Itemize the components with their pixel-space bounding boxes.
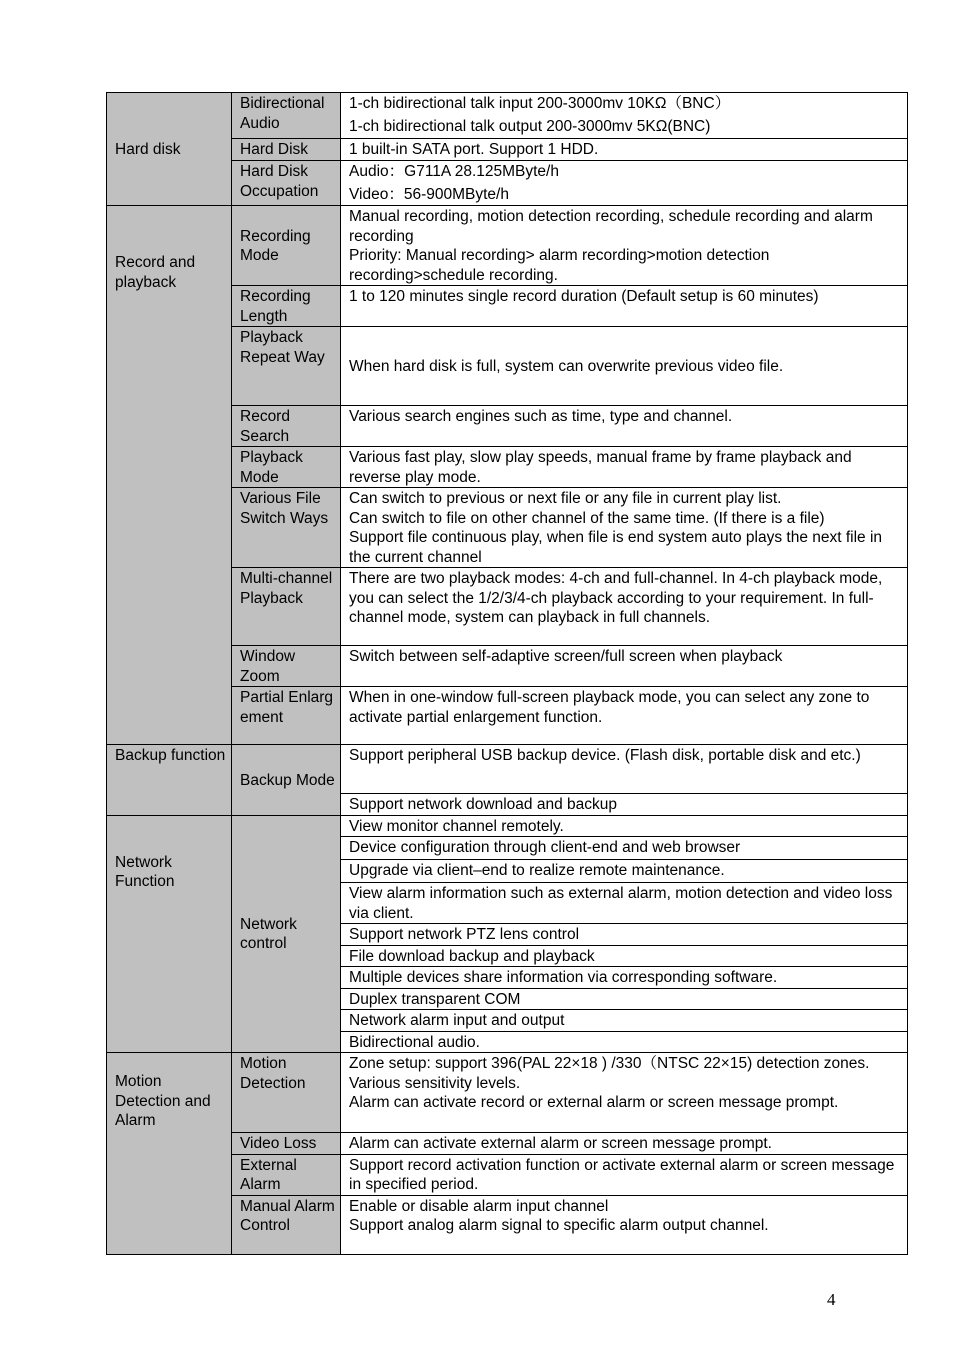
feature-cell: Hard Disk Occupation bbox=[232, 161, 341, 206]
description-line: Support analog alarm signal to specific alarm output channel. bbox=[349, 1217, 769, 1234]
description-line: Various sensitivity levels. bbox=[349, 1074, 521, 1092]
table-row bbox=[107, 1053, 908, 1133]
description-line: Enable or disable alarm input channel bbox=[349, 1197, 609, 1215]
table-row bbox=[107, 93, 908, 139]
table-row bbox=[107, 206, 908, 286]
description-line: Upgrade via client–end to realize remote maintenance. bbox=[349, 862, 725, 879]
description-line: 1-ch bidirectional talk input 200-3000mv 10KΩ（BNC） bbox=[349, 95, 731, 112]
description-cell bbox=[341, 447, 908, 488]
description-line: Device configuration through client-end and web browser bbox=[349, 839, 741, 856]
description-cell bbox=[341, 406, 908, 447]
category-cell: Hard disk bbox=[107, 93, 232, 206]
description-line: Support peripheral USB backup device. (Flash disk, portable disk and etc.) bbox=[349, 747, 861, 764]
page-number: 4 bbox=[827, 1290, 836, 1309]
description-cell bbox=[341, 1195, 908, 1254]
feature-cell: Various File Switch Ways bbox=[232, 488, 341, 568]
description-line: There are two playback modes: 4-ch and full-channel. In 4-ch playback mode, you can select the 1/2/3/4-ch playback according to your requirement. In full-channel mode, system can playback in full channels. bbox=[349, 570, 883, 626]
description-cell bbox=[341, 815, 908, 837]
category-label: Record and playback bbox=[115, 254, 196, 291]
table-row bbox=[107, 745, 908, 794]
category-cell bbox=[107, 1053, 232, 1255]
description-line: Alarm can activate external alarm or screen message prompt. bbox=[349, 1135, 772, 1152]
description-line: When in one-window full-screen playback mode, you can select any zone to activate partial enlargement function. bbox=[349, 689, 870, 726]
description-cell bbox=[341, 286, 908, 327]
description-line: Duplex transparent COM bbox=[349, 990, 521, 1008]
description-cell bbox=[341, 646, 908, 687]
description-cell bbox=[341, 206, 908, 286]
description-cell bbox=[341, 988, 908, 1010]
description-cell bbox=[341, 568, 908, 646]
description-cell bbox=[341, 967, 908, 989]
feature-cell: Motion Detection bbox=[232, 1053, 341, 1133]
description-cell bbox=[341, 488, 908, 568]
description-line: Video：56-900MByte/h bbox=[349, 185, 509, 203]
description-cell bbox=[341, 794, 908, 816]
description-cell bbox=[341, 327, 908, 406]
description-line: View alarm information such as external alarm, motion detection and video loss via client. bbox=[349, 885, 893, 922]
feature-cell: External Alarm bbox=[232, 1154, 341, 1195]
description-cell bbox=[341, 945, 908, 967]
description-cell bbox=[341, 1031, 908, 1053]
category-label: Motion Detection and Alarm bbox=[115, 1073, 211, 1129]
description-line: Support file continuous play, when file is end system auto plays the next file in the current channel bbox=[349, 529, 883, 566]
feature-cell: Playback Mode bbox=[232, 447, 341, 488]
description-line: Support network download and backup bbox=[349, 796, 617, 813]
table-row bbox=[107, 815, 908, 837]
description-line: When hard disk is full, system can overwrite previous video file. bbox=[349, 357, 784, 375]
category-cell bbox=[107, 815, 232, 1053]
description-cell bbox=[341, 161, 908, 206]
description-line: Manual recording, motion detection recording, schedule recording and alarm recording bbox=[349, 208, 873, 245]
category-cell bbox=[107, 206, 232, 745]
description-line: Switch between self-adaptive screen/full screen when playback bbox=[349, 648, 783, 665]
description-line: Various fast play, slow play speeds, manual frame by frame playback and reverse play mode. bbox=[349, 449, 852, 486]
category-label: Network Function bbox=[115, 853, 175, 890]
description-cell bbox=[341, 139, 908, 161]
description-line: 1-ch bidirectional talk output 200-3000mv 5KΩ(BNC) bbox=[349, 117, 711, 135]
description-line: Audio：G711A 28.125MByte/h bbox=[349, 163, 559, 180]
category-cell: Backup function bbox=[107, 745, 232, 816]
description-line: Alarm can activate record or external alarm or screen message prompt. bbox=[349, 1094, 839, 1111]
description-line: Multiple devices share information via corresponding software. bbox=[349, 969, 778, 986]
feature-cell: Backup Mode bbox=[232, 745, 341, 816]
feature-cell: Partial Enlargement bbox=[232, 687, 341, 745]
description-cell bbox=[341, 883, 908, 924]
feature-cell: Video Loss bbox=[232, 1133, 341, 1155]
feature-cell: Network control bbox=[232, 815, 341, 1053]
description-line: Various search engines such as time, type and channel. bbox=[349, 408, 733, 425]
description-cell bbox=[341, 1010, 908, 1032]
feature-cell: Recording Mode bbox=[232, 206, 341, 286]
feature-cell: Manual Alarm Control bbox=[232, 1195, 341, 1254]
feature-cell: Window Zoom bbox=[232, 646, 341, 687]
description-line: 1 to 120 minutes single record duration (Default setup is 60 minutes) bbox=[349, 288, 819, 305]
feature-cell: Recording Length bbox=[232, 286, 341, 327]
specification-table bbox=[106, 92, 908, 1255]
feature-cell: Multi-channel Playback bbox=[232, 568, 341, 646]
description-cell bbox=[341, 745, 908, 794]
feature-cell: Record Search bbox=[232, 406, 341, 447]
description-cell bbox=[341, 93, 908, 139]
description-cell bbox=[341, 1053, 908, 1133]
description-line: Zone setup: support 396(PAL 22×18 ) /330（NTSC 22×15) detection zones. bbox=[349, 1055, 870, 1072]
description-line: Network alarm input and output bbox=[349, 1012, 565, 1029]
description-cell bbox=[341, 687, 908, 745]
description-line: Support record activation function or activate external alarm or screen message in specified period. bbox=[349, 1156, 895, 1193]
feature-cell: Playback Repeat Way bbox=[232, 327, 341, 406]
feature-cell: Hard Disk bbox=[232, 139, 341, 161]
description-cell bbox=[341, 924, 908, 946]
description-cell bbox=[341, 1154, 908, 1195]
description-line: View monitor channel remotely. bbox=[349, 817, 564, 835]
description-line: File download backup and playback bbox=[349, 947, 595, 965]
description-line: Support network PTZ lens control bbox=[349, 926, 580, 943]
description-line: Can switch to previous or next file or any file in current play list. bbox=[349, 490, 782, 507]
description-line: Can switch to file on other channel of the same time. (If there is a file) bbox=[349, 509, 825, 527]
feature-cell: Bidirectional Audio bbox=[232, 93, 341, 139]
description-cell bbox=[341, 860, 908, 883]
description-line: 1 built-in SATA port. Support 1 HDD. bbox=[349, 141, 599, 158]
description-line: Bidirectional audio. bbox=[349, 1033, 480, 1051]
description-cell bbox=[341, 1133, 908, 1155]
description-line: Priority: Manual recording> alarm recording>motion detection recording>schedule recording. bbox=[349, 247, 770, 284]
description-cell bbox=[341, 837, 908, 860]
